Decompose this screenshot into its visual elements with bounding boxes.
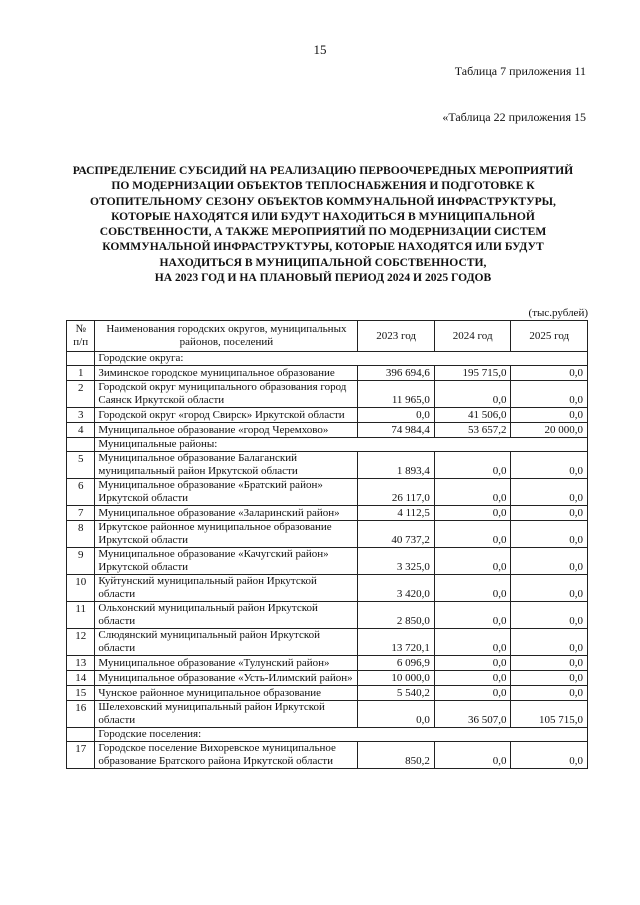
document-title xyxy=(60,163,586,285)
value-2024: 0,0 xyxy=(434,506,511,521)
value-2025: 0,0 xyxy=(511,479,588,506)
table-row xyxy=(67,575,588,602)
value-2025: 20 000,0 xyxy=(511,423,588,438)
table-row xyxy=(67,423,588,438)
table-row xyxy=(67,479,588,506)
value-2024: 0,0 xyxy=(434,452,511,479)
unit-label: (тыс.рублей) xyxy=(528,307,588,319)
subsidy-table xyxy=(66,320,588,769)
table-row xyxy=(67,742,588,769)
row-number: 6 xyxy=(67,479,95,506)
value-2024: 36 507,0 xyxy=(434,701,511,728)
title-line: СОБСТВЕННОСТИ, А ТАКЖЕ МЕРОПРИЯТИЙ ПО МОДЕРНИЗАЦИИ СИСТЕМ xyxy=(99,225,547,239)
group-label: Муниципальные районы: xyxy=(95,438,588,452)
row-name: Иркутское районное муниципальное образование Иркутской области xyxy=(95,521,358,548)
row-number: 7 xyxy=(67,506,95,521)
row-number: 9 xyxy=(67,548,95,575)
table-group-row xyxy=(67,352,588,366)
value-2023: 74 984,4 xyxy=(358,423,435,438)
value-2024: 0,0 xyxy=(434,656,511,671)
row-name: Муниципальное образование «город Черемхово» xyxy=(95,423,358,438)
value-2024: 0,0 xyxy=(434,381,511,408)
header-2024: 2024 год xyxy=(434,321,511,352)
row-number: 10 xyxy=(67,575,95,602)
row-number: 16 xyxy=(67,701,95,728)
value-2025: 0,0 xyxy=(511,452,588,479)
value-2024: 0,0 xyxy=(434,686,511,701)
row-name: Шелеховский муниципальный район Иркутской области xyxy=(95,701,358,728)
value-2024: 0,0 xyxy=(434,521,511,548)
value-2023: 1 893,4 xyxy=(358,452,435,479)
row-name: Куйтунский муниципальный район Иркутской области xyxy=(95,575,358,602)
table-reference: «Таблица 22 приложения 15 xyxy=(442,110,586,124)
table-row xyxy=(67,701,588,728)
title-line: РАСПРЕДЕЛЕНИЕ СУБСИДИЙ НА РЕАЛИЗАЦИЮ ПЕРВООЧЕРЕДНЫХ МЕРОПРИЯТИЙ xyxy=(72,164,574,177)
value-2024: 0,0 xyxy=(434,742,511,769)
value-2024: 0,0 xyxy=(434,575,511,602)
value-2024: 0,0 xyxy=(434,479,511,506)
value-2025: 0,0 xyxy=(511,521,588,548)
value-2023: 26 117,0 xyxy=(358,479,435,506)
value-2023: 5 540,2 xyxy=(358,686,435,701)
value-2023: 0,0 xyxy=(358,701,435,728)
value-2024: 53 657,2 xyxy=(434,423,511,438)
group-label: Городские округа: xyxy=(95,352,588,366)
row-number: 1 xyxy=(67,366,95,381)
value-2023: 6 096,9 xyxy=(358,656,435,671)
value-2025: 0,0 xyxy=(511,575,588,602)
row-name: Чунское районное муниципальное образование xyxy=(95,686,358,701)
table-row xyxy=(67,656,588,671)
row-number: 13 xyxy=(67,656,95,671)
value-2024: 0,0 xyxy=(434,602,511,629)
header-2023: 2023 год xyxy=(358,321,435,352)
row-name: Зиминское городское муниципальное образование xyxy=(95,366,358,381)
group-num-cell xyxy=(67,728,95,742)
row-name: Муниципальное образование «Заларинский район» xyxy=(95,506,358,521)
header-name: Наименования городских округов, муниципальных районов, поселений xyxy=(95,321,358,352)
title-line: НА 2023 ГОД И НА ПЛАНОВЫЙ ПЕРИОД 2024 И 2025 ГОДОВ xyxy=(154,271,492,285)
value-2023: 40 737,2 xyxy=(358,521,435,548)
value-2025: 0,0 xyxy=(511,671,588,686)
table-row xyxy=(67,548,588,575)
title-line: НАХОДИТЬСЯ В МУНИЦИПАЛЬНОЙ СОБСТВЕННОСТИ, xyxy=(159,255,487,269)
group-num-cell xyxy=(67,438,95,452)
table-header-row xyxy=(67,321,588,352)
row-name: Городской округ муниципального образования город Саянск Иркутской области xyxy=(95,381,358,408)
table-group-row xyxy=(67,438,588,452)
value-2023: 396 694,6 xyxy=(358,366,435,381)
title-line: КОТОРЫЕ НАХОДЯТСЯ ИЛИ БУДУТ НАХОДИТЬСЯ В МУНИЦИПАЛЬНОЙ xyxy=(111,209,535,223)
page-number: 15 xyxy=(313,42,327,57)
value-2023: 13 720,1 xyxy=(358,629,435,656)
value-2025: 0,0 xyxy=(511,381,588,408)
table-row xyxy=(67,686,588,701)
value-2024: 195 715,0 xyxy=(434,366,511,381)
row-name: Муниципальное образование «Братский район» Иркутской области xyxy=(95,479,358,506)
value-2025: 0,0 xyxy=(511,602,588,629)
row-number: 8 xyxy=(67,521,95,548)
table-row xyxy=(67,671,588,686)
value-2024: 41 506,0 xyxy=(434,408,511,423)
table-row xyxy=(67,366,588,381)
row-number: 12 xyxy=(67,629,95,656)
value-2025: 0,0 xyxy=(511,366,588,381)
value-2024: 0,0 xyxy=(434,671,511,686)
table-row xyxy=(67,381,588,408)
value-2025: 0,0 xyxy=(511,548,588,575)
table-row xyxy=(67,602,588,629)
row-name: Ольхонский муниципальный район Иркутской области xyxy=(95,602,358,629)
header-num: № п/п xyxy=(67,321,95,352)
value-2023: 3 325,0 xyxy=(358,548,435,575)
row-number: 5 xyxy=(67,452,95,479)
table-body xyxy=(67,352,588,769)
row-number: 11 xyxy=(67,602,95,629)
row-number: 3 xyxy=(67,408,95,423)
table-row xyxy=(67,506,588,521)
row-name: Городской округ «город Свирск» Иркутской области xyxy=(95,408,358,423)
value-2023: 3 420,0 xyxy=(358,575,435,602)
value-2024: 0,0 xyxy=(434,629,511,656)
annex-reference: Таблица 7 приложения 11 xyxy=(454,64,586,78)
value-2023: 2 850,0 xyxy=(358,602,435,629)
table-row xyxy=(67,452,588,479)
row-name: Муниципальное образование «Качугский район» Иркутской области xyxy=(95,548,358,575)
row-number: 17 xyxy=(67,742,95,769)
value-2023: 850,2 xyxy=(358,742,435,769)
value-2025: 0,0 xyxy=(511,742,588,769)
value-2025: 105 715,0 xyxy=(511,701,588,728)
value-2023: 4 112,5 xyxy=(358,506,435,521)
row-number: 2 xyxy=(67,381,95,408)
table-row xyxy=(67,629,588,656)
row-number: 14 xyxy=(67,671,95,686)
row-name: Городское поселение Вихоревское муниципальное образование Братского района Иркутской области xyxy=(95,742,358,769)
group-num-cell xyxy=(67,352,95,366)
header-2025: 2025 год xyxy=(511,321,588,352)
row-name: Муниципальное образование Балаганский муниципальный район Иркутской области xyxy=(95,452,358,479)
value-2025: 0,0 xyxy=(511,506,588,521)
group-label: Городские поселения: xyxy=(95,728,588,742)
row-number: 15 xyxy=(67,686,95,701)
value-2025: 0,0 xyxy=(511,408,588,423)
table-row xyxy=(67,408,588,423)
table-row xyxy=(67,521,588,548)
value-2025: 0,0 xyxy=(511,686,588,701)
table-group-row xyxy=(67,728,588,742)
value-2025: 0,0 xyxy=(511,656,588,671)
title-line: КОММУНАЛЬНОЙ ИНФРАСТРУКТУРЫ, КОТОРЫЕ НАХОДЯТСЯ ИЛИ БУДУТ xyxy=(102,240,544,254)
value-2025: 0,0 xyxy=(511,629,588,656)
value-2023: 0,0 xyxy=(358,408,435,423)
row-name: Муниципальное образование «Тулунский район» xyxy=(95,656,358,671)
value-2023: 11 965,0 xyxy=(358,381,435,408)
title-line: ПО МОДЕРНИЗАЦИИ ОБЪЕКТОВ ТЕПЛОСНАБЖЕНИЯ И ПОДГОТОВКЕ К xyxy=(111,179,535,193)
row-number: 4 xyxy=(67,423,95,438)
value-2024: 0,0 xyxy=(434,548,511,575)
row-name: Муниципальное образование «Усть-Илимский район» xyxy=(95,671,358,686)
title-line: ОТОПИТЕЛЬНОМУ СЕЗОНУ ОБЪЕКТОВ КОММУНАЛЬНОЙ ИНФРАСТРУКТУРЫ, xyxy=(90,194,556,208)
row-name: Слюдянский муниципальный район Иркутской области xyxy=(95,629,358,656)
value-2023: 10 000,0 xyxy=(358,671,435,686)
